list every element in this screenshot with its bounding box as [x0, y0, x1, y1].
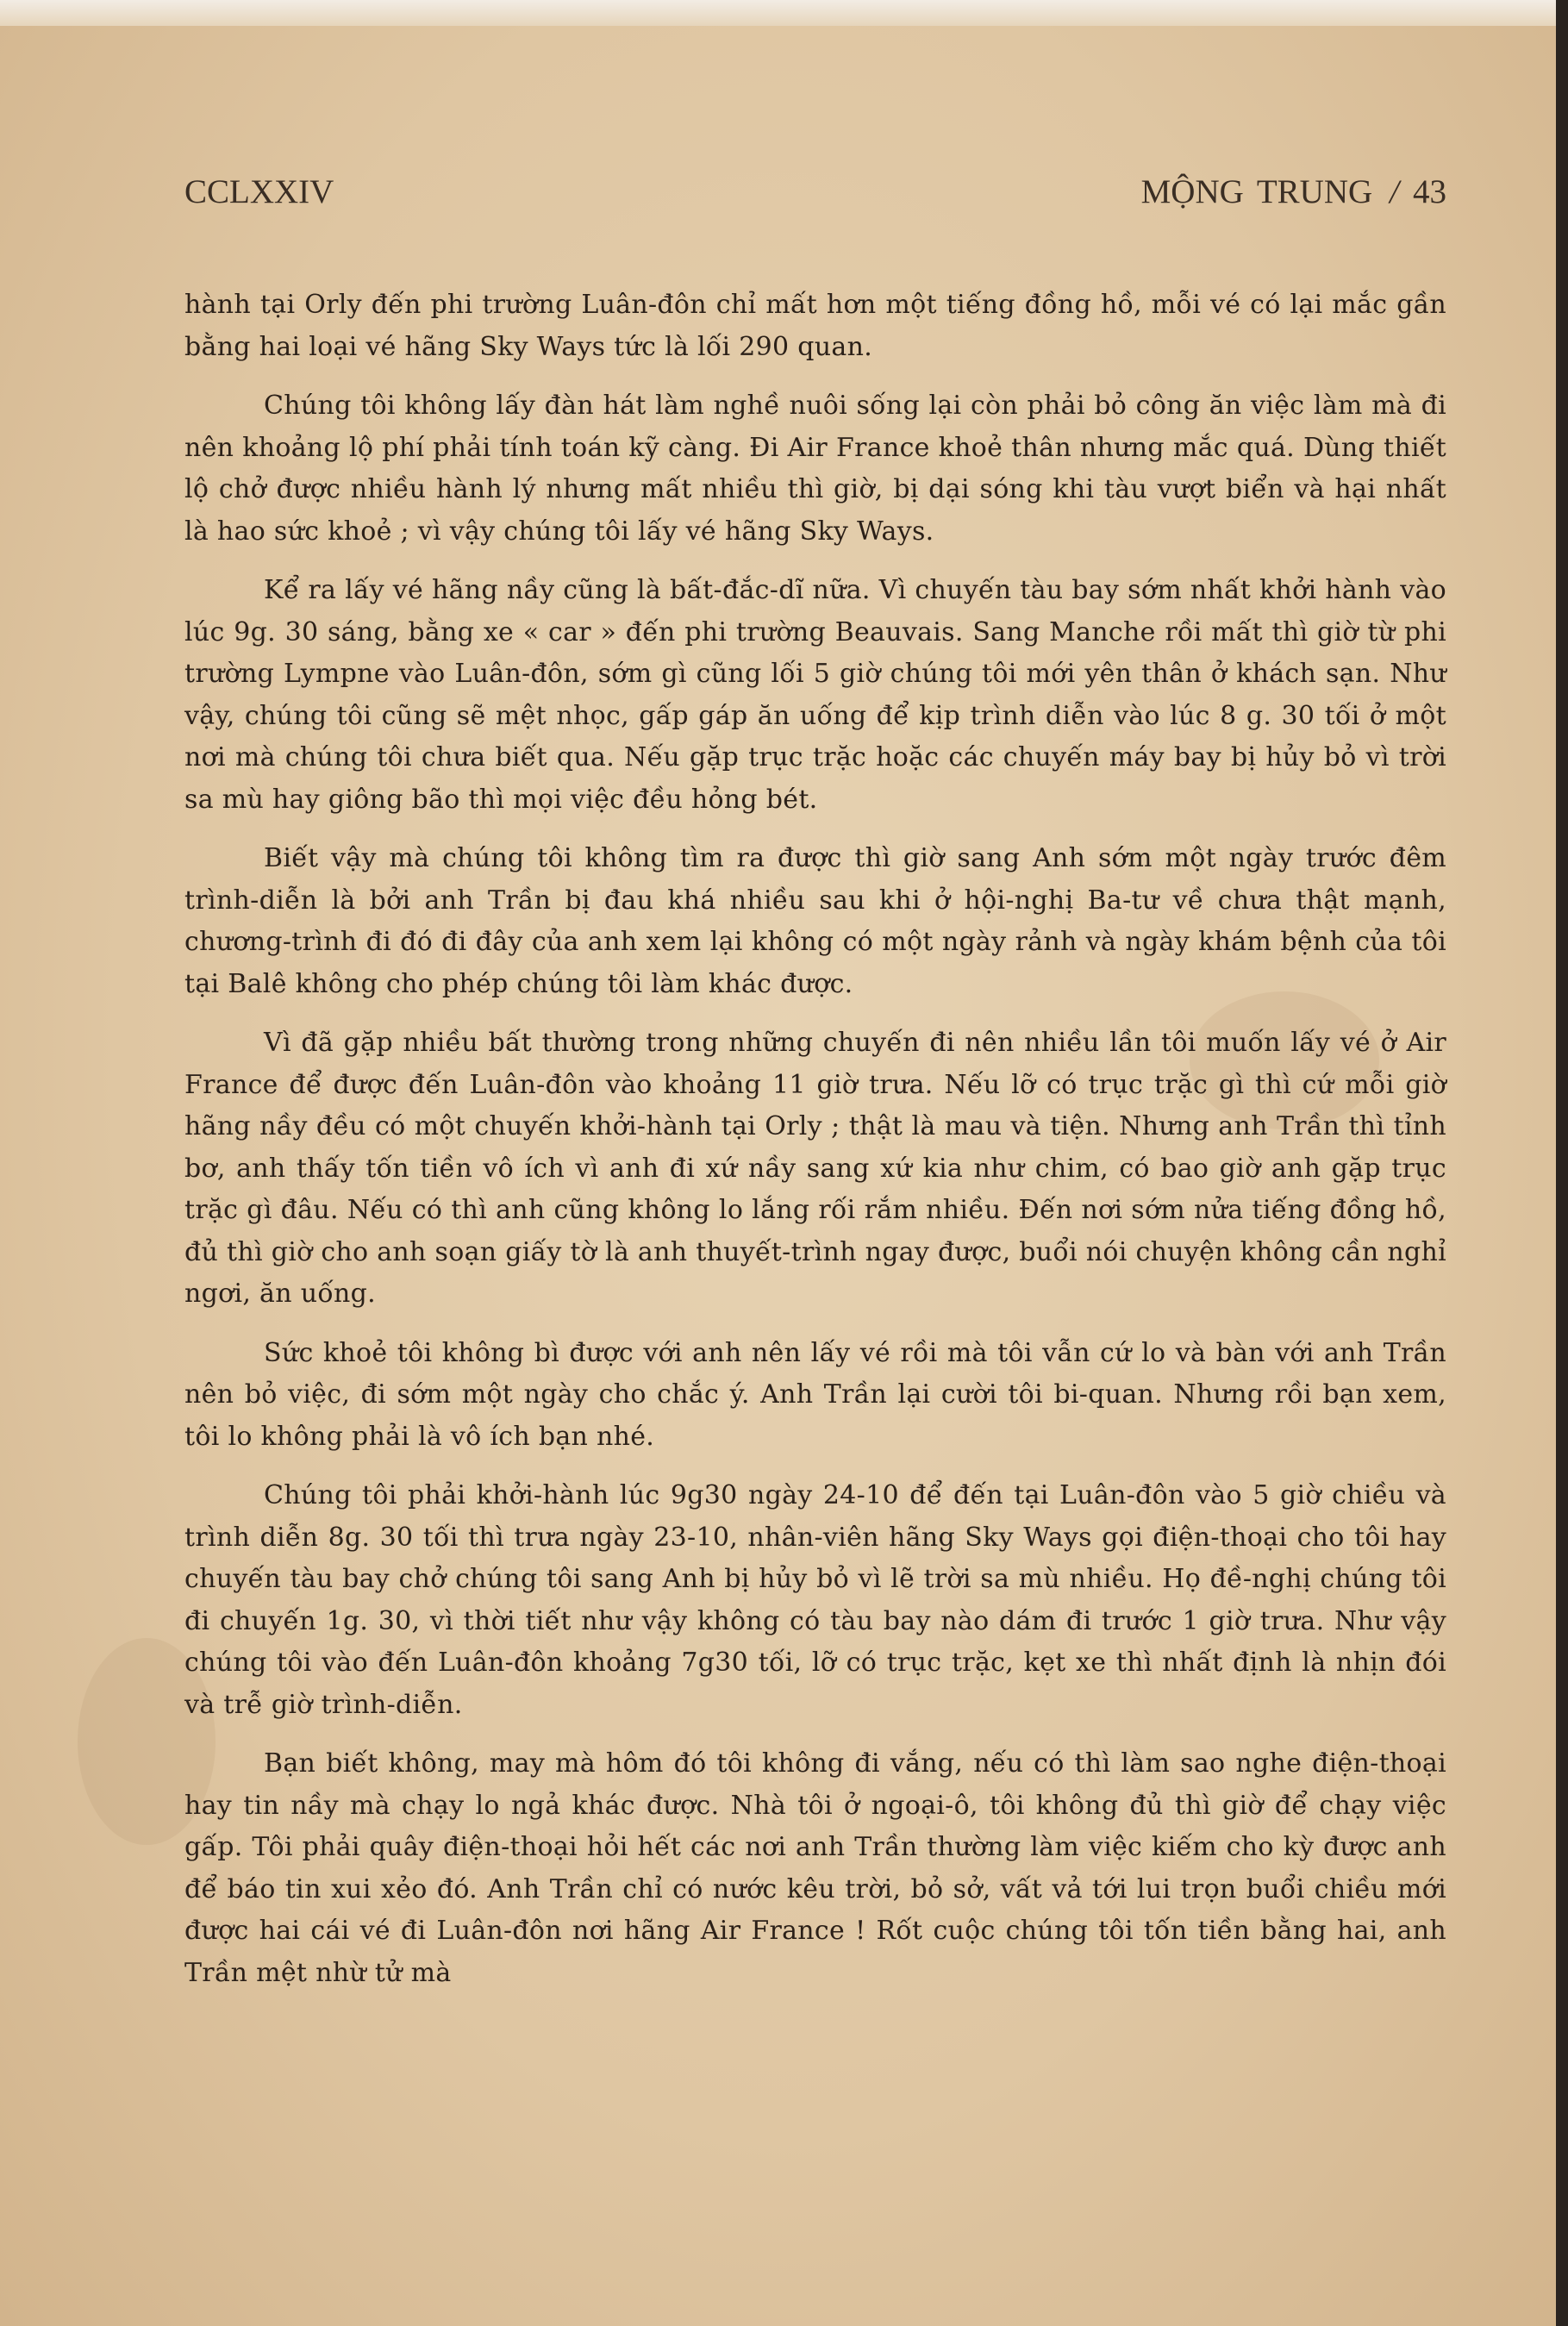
paragraph: Biết vậy mà chúng tôi không tìm ra được thì giờ sang Anh sớm một ngày trước đêm trình-diễn là bởi anh Trần bị đau khá nhiều sau khi ở hội-nghị Ba-tư về chưa thật mạnh, chương-trình đi đó đi đây của anh xem lại không có một ngày rảnh và ngày khám bệnh của tôi tại Balê không cho phép chúng tôi làm khác được. — [184, 843, 1446, 999]
paragraph: Vì đã gặp nhiều bất thường trong những chuyến đi nên nhiều lần tôi muốn lấy vé ở Air France để được đến Luân-đôn vào khoảng 11 giờ trưa. Nếu lỡ có trục trặc gì thì cứ mỗi giờ hãng nầy đều có một chuyến khởi-hành tại Orly ; thật là mau và tiện. Nhưng anh Trần thì tỉnh bơ, anh thấy tốn tiền vô ích vì anh đi xứ nầy sang xứ kia như chim, có bao giờ anh gặp trục trặc gì đâu. Nếu có thì anh cũng không lo lắng rối rắm nhiều. Đến nơi sớm nửa tiếng đồng hồ, đủ thì giờ cho anh soạn giấy tờ là anh thuyết-trình ngay được, buổi nói chuyện không cần nghỉ ngơi, ăn uống. — [184, 1028, 1446, 1309]
page-top-edge — [0, 0, 1568, 26]
chapter-number: CCLXXIV — [184, 173, 334, 210]
running-title: MỘNG TRUNG — [1140, 173, 1373, 210]
paragraph: hành tại Orly đến phi trường Luân-đôn chỉ mất hơn một tiếng đồng hồ, mỗi vé có lại mắc gần bằng hai loại vé hãng Sky Ways tức là lối 290 quan. — [184, 290, 1446, 362]
paragraph: Chúng tôi phải khởi-hành lúc 9g30 ngày 24-10 để đến tại Luân-đôn vào 5 giờ chiều và trình diễn 8g. 30 tối thì trưa ngày 23-10, nhân-viên hãng Sky Ways gọi điện-thoại cho tôi hay chuyến tàu bay chở chúng tôi sang Anh bị hủy bỏ vì lẽ trời sa mù nhiều. Họ đề-nghị chúng tôi đi chuyến 1g. 30, vì thời tiết như vậy không có tàu bay nào dám đi trước 1 giờ trưa. Như vậy chúng tôi vào đến Luân-đôn khoảng 7g30 tối, lỡ có trục trặc, kẹt xe thì nhất định là nhịn đói và trễ giờ trình-diễn. — [184, 1480, 1446, 1720]
paragraph: Sức khoẻ tôi không bì được với anh nên lấy vé rồi mà tôi vẫn cứ lo và bàn với anh Trần nên bỏ việc, đi sớm một ngày cho chắc ý. Anh Trần lại cười tôi bi-quan. Nhưng rồi bạn xem, tôi lo không phải là vô ích bạn nhé. — [184, 1337, 1446, 1452]
paragraph: Bạn biết không, may mà hôm đó tôi không đi vắng, nếu có thì làm sao nghe điện-thoại hay tin nầy mà chạy lo ngả khác được. Nhà tôi ở ngoại-ô, tôi không đủ thì giờ để chạy việc gấp. Tôi phải quây điện-thoại hỏi hết các nơi anh Trần thường làm việc kiếm cho kỳ được anh để báo tin xui xẻo đó. Anh Trần chỉ có nước kêu trời, bỏ sở, vất vả tới lui trọn buổi chiều mới được hai cái vé đi Luân-đôn nơi hãng Air France ! Rốt cuộc chúng tôi tốn tiền bằng hai, anh Trần mệt nhừ tử mà — [184, 1748, 1446, 1988]
page-right-edge — [1556, 0, 1568, 2326]
body-text — [184, 284, 1446, 2011]
running-title-group — [1141, 172, 1446, 211]
paragraph: Kể ra lấy vé hãng nầy cũng là bất-đắc-dĩ nữa. Vì chuyến tàu bay sớm nhất khởi hành vào lúc 9g. 30 sáng, bằng xe « car » đến phi trường Beauvais. Sang Manche rồi mất thì giờ từ phi trường Lympne vào Luân-đôn, sớm gì cũng lối 5 giờ chúng tôi mới yên thân ở khách sạn. Như vậy, chúng tôi cũng sẽ mệt nhọc, gấp gáp ăn uống để kịp trình diễn vào lúc 8 g. 30 tối ở một nơi mà chúng tôi chưa biết qua. Nếu gặp trục trặc hoặc các chuyến máy bay bị hủy bỏ vì trời sa mù hay giông bão thì mọi việc đều hỏng bét. — [184, 575, 1446, 815]
title-separator: / — [1390, 173, 1399, 210]
running-head — [184, 172, 1446, 224]
page-number: 43 — [1413, 173, 1446, 210]
paragraph: Chúng tôi không lấy đàn hát làm nghề nuôi sống lại còn phải bỏ công ăn việc làm mà đi nên khoảng lộ phí phải tính toán kỹ càng. Đi Air France khoẻ thân nhưng mắc quá. Dùng thiết lộ chở được nhiều hành lý nhưng mất nhiều thì giờ, bị dại sóng khi tàu vượt biển và hại nhất là hao sức khoẻ ; vì vậy chúng tôi lấy vé hãng Sky Ways. — [184, 391, 1446, 547]
